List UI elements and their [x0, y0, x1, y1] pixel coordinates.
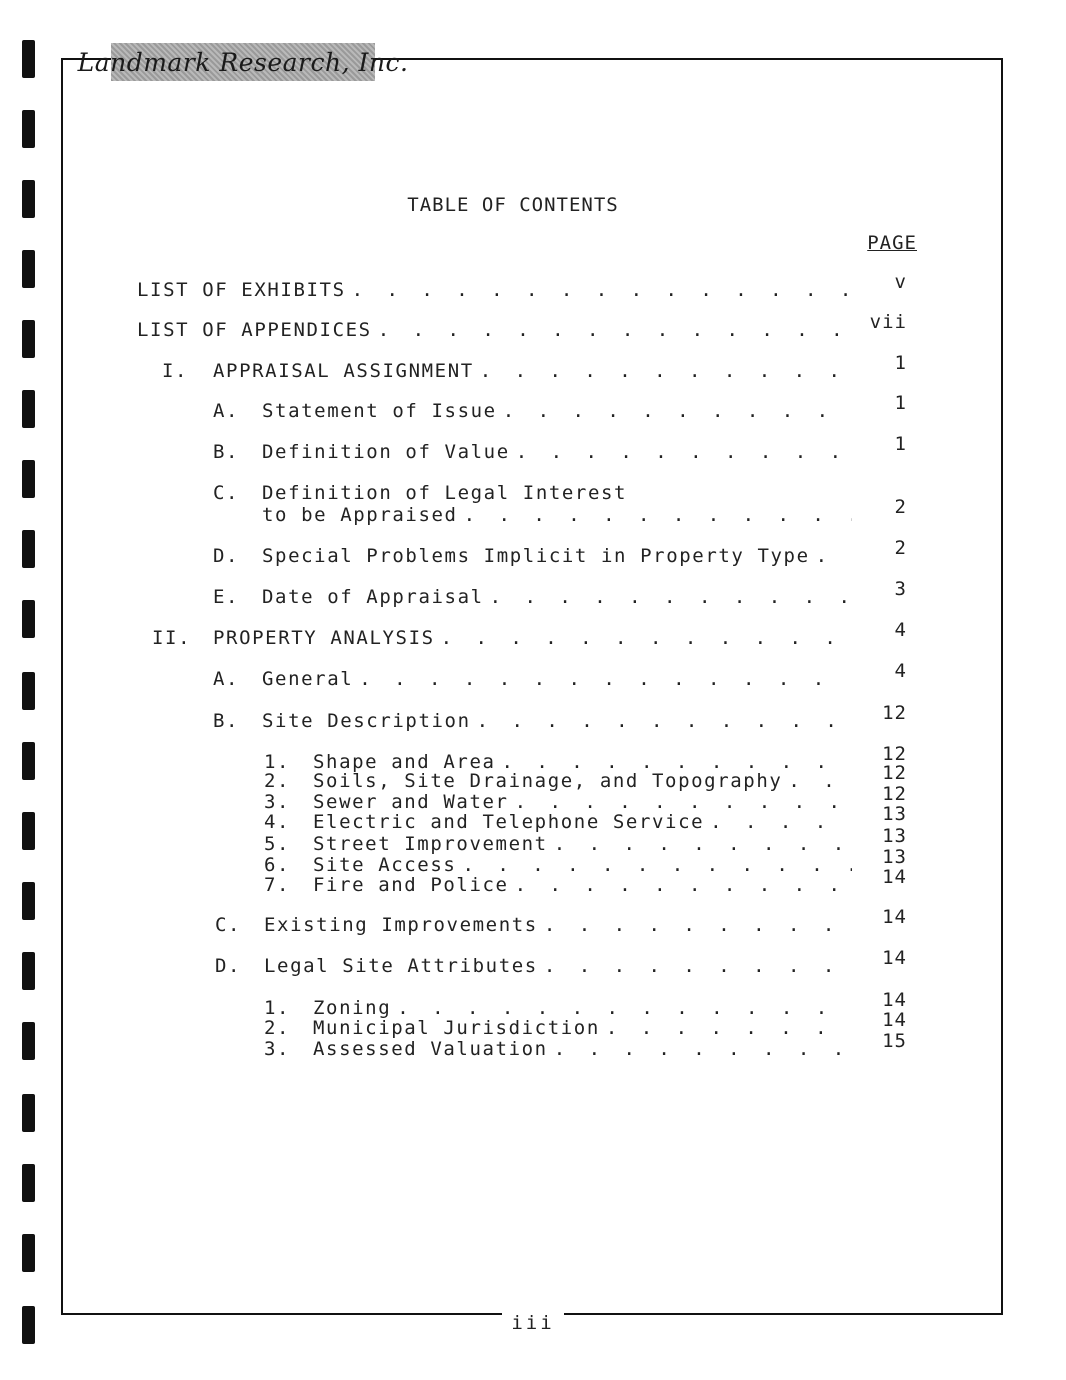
toc-entry [213, 441, 858, 463]
dot-leader [516, 441, 852, 463]
footer-page-number: iii [511, 1312, 555, 1334]
toc-entry-page-number: 1 [894, 392, 907, 414]
binding-hole-mark [22, 250, 35, 288]
toc-entry-number: 4. [264, 811, 291, 833]
toc-entry-label: Assessed Valuation [313, 1038, 548, 1060]
toc-entry [137, 319, 858, 341]
binding-hole-mark [22, 1094, 35, 1132]
toc-entry-page-number: 14 [882, 906, 907, 928]
dot-leader [816, 545, 852, 567]
toc-entry-label: Municipal Jurisdiction [313, 1017, 600, 1039]
toc-entry-number: A. [213, 668, 240, 690]
toc-entry-label: Legal Site Attributes [264, 955, 538, 977]
toc-entry-first-line [213, 482, 627, 504]
toc-entry-number: D. [213, 545, 240, 567]
dot-leader [606, 1017, 852, 1039]
toc-entry-label: LIST OF APPENDICES [137, 319, 372, 341]
toc-entry-number: A. [213, 400, 240, 422]
toc-entry [264, 791, 858, 813]
dot-leader [490, 586, 852, 608]
toc-entry [213, 586, 858, 608]
toc-entry-label: Special Problems Implicit in Property Type [262, 545, 810, 567]
toc-entry [262, 504, 858, 526]
toc-entry [215, 955, 858, 977]
dot-leader [788, 770, 852, 792]
toc-entry [213, 668, 858, 690]
toc-entry [213, 400, 858, 422]
toc-entry [137, 279, 858, 301]
binding-hole-mark [22, 1022, 35, 1060]
toc-entry-page-number: 13 [882, 846, 907, 868]
dot-leader [477, 710, 852, 732]
toc-entry-page-number: 12 [882, 762, 907, 784]
toc-entry [264, 854, 858, 876]
toc-entry-page-number: vii [869, 311, 907, 333]
toc-entry-page-number: 2 [894, 496, 907, 518]
letterhead-logo [77, 43, 409, 81]
dot-leader [480, 360, 852, 382]
toc-entry-page-number: 14 [882, 866, 907, 888]
toc-entry-number: 2. [264, 770, 291, 792]
dot-leader [352, 279, 852, 301]
toc-entry-page-number: v [894, 271, 907, 293]
toc-entry-number: 1. [264, 997, 291, 1019]
dot-leader [441, 627, 852, 649]
toc-entry-number: C. [215, 914, 242, 936]
binding-hole-mark [22, 390, 35, 428]
toc-entry-number: B. [213, 441, 240, 463]
toc-entry-label: General [262, 668, 354, 690]
toc-entry-page-number: 3 [894, 578, 907, 600]
toc-entry-page-number: 15 [882, 1030, 907, 1052]
toc-entry [264, 833, 858, 855]
toc-entry-number: 3. [264, 1038, 291, 1060]
toc-entry-label: Soils, Site Drainage, and Topography [313, 770, 783, 792]
binding-hole-mark [22, 110, 35, 148]
toc-entry-label: APPRAISAL ASSIGNMENT [213, 360, 474, 382]
binding-hole-mark [22, 812, 35, 850]
toc-entry-page-number: 12 [882, 702, 907, 724]
toc-entry-page-number: 13 [882, 803, 907, 825]
binding-hole-mark [22, 40, 35, 78]
toc-entry-page-number: 2 [894, 537, 907, 559]
toc-entry-label: Site Description [262, 710, 471, 732]
toc-entry-number: E. [213, 586, 240, 608]
toc-entry [264, 874, 858, 896]
toc-entry-label: Existing Improvements [264, 914, 538, 936]
binding-hole-mark [22, 1164, 35, 1202]
toc-entry-page-number: 4 [894, 619, 907, 641]
toc-entry-label: Zoning [313, 997, 392, 1019]
dot-leader [554, 833, 852, 855]
toc-entry [152, 627, 858, 649]
dot-leader [503, 400, 852, 422]
binding-hole-mark [22, 600, 35, 638]
toc-entry-page-number: 14 [882, 947, 907, 969]
binding-hole-mark [22, 742, 35, 780]
toc-entry [264, 811, 858, 833]
toc-entry-page-number: 4 [894, 660, 907, 682]
binding-hole-mark [22, 882, 35, 920]
dot-leader [397, 997, 852, 1019]
toc-entry-number: 3. [264, 791, 291, 813]
dot-leader [515, 791, 852, 813]
toc-entry-label: Site Access [313, 854, 457, 876]
dot-leader [378, 319, 852, 341]
toc-entry-label: to be Appraised [262, 504, 458, 526]
company-name: Landmark Research, Inc. [77, 47, 409, 77]
dot-leader [544, 955, 852, 977]
binding-hole-mark [22, 672, 35, 710]
toc-entry-label: Electric and Telephone Service [313, 811, 705, 833]
toc-entry [264, 1038, 858, 1060]
toc-entry-page-number: 13 [882, 825, 907, 847]
toc-entry-number: 6. [264, 854, 291, 876]
toc-entry-label: Definition of Value [262, 441, 510, 463]
dot-leader [515, 874, 852, 896]
toc-entry-number: 2. [264, 1017, 291, 1039]
toc-entry-number: D. [215, 955, 242, 977]
toc-entry [213, 710, 858, 732]
dot-leader [544, 914, 852, 936]
toc-entry-page-number: 12 [882, 743, 907, 765]
toc-entry-page-number: 1 [894, 352, 907, 374]
toc-entry [264, 770, 858, 792]
toc-entry [162, 360, 858, 382]
toc-entry-number: B. [213, 710, 240, 732]
toc-entry [264, 997, 858, 1019]
binding-hole-mark [22, 1234, 35, 1272]
toc-entry-number: 7. [264, 874, 291, 896]
toc-entry-label: PROPERTY ANALYSIS [213, 627, 435, 649]
toc-entry-page-number: 14 [882, 989, 907, 1011]
toc-entry-page-number: 1 [894, 433, 907, 455]
toc-entry-label: Shape and Area [313, 751, 496, 773]
toc-title: TABLE OF CONTENTS [407, 194, 619, 216]
dot-leader [464, 504, 852, 526]
page-column-header: PAGE [867, 232, 917, 254]
dot-leader [710, 811, 852, 833]
binding-hole-mark [22, 952, 35, 990]
toc-entry-label: LIST OF EXHIBITS [137, 279, 346, 301]
toc-entry-page-number: 14 [882, 1009, 907, 1031]
binding-hole-mark [22, 320, 35, 358]
toc-entry-label: Definition of Legal Interest [262, 482, 628, 504]
dot-leader [462, 854, 852, 876]
dot-leader [554, 1038, 852, 1060]
binding-hole-mark [22, 530, 35, 568]
dot-leader [359, 668, 852, 690]
toc-entry [264, 1017, 858, 1039]
binding-hole-mark [22, 460, 35, 498]
toc-entry-label: Sewer and Water [313, 791, 509, 813]
toc-entry-page-number: 12 [882, 783, 907, 805]
toc-entry [215, 914, 858, 936]
toc-entry [213, 545, 858, 567]
toc-entry-number: I. [162, 360, 189, 382]
toc-entry-number: 1. [264, 751, 291, 773]
toc-entry-number: 5. [264, 833, 291, 855]
toc-entry-number: II. [152, 627, 192, 649]
toc-entry-label: Date of Appraisal [262, 586, 484, 608]
toc-entry-number: C. [213, 482, 240, 504]
toc-entry-label: Street Improvement [313, 833, 548, 855]
toc-entry-label: Fire and Police [313, 874, 509, 896]
toc-entry-label: Statement of Issue [262, 400, 497, 422]
